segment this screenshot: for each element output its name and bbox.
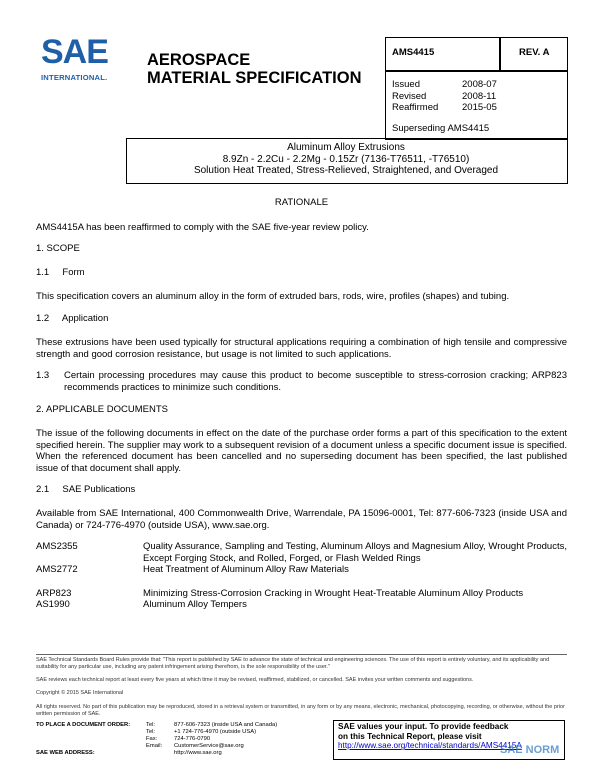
section-1-1-text: This specification covers an aluminum alloy in the form of extruded bars, rods, wire, profiles (shapes) and tubing.	[36, 291, 510, 302]
feedback-link[interactable]: http://www.sae.org/technical/standards/AMS4415A	[338, 741, 522, 751]
date-list	[392, 79, 497, 114]
footer-copyright: Copyright © 2015 SAE International	[36, 690, 124, 696]
footer-divider	[36, 654, 567, 655]
sae-logo	[33, 33, 125, 117]
rationale-text: AMS4415A has been reaffirmed to comply with the SAE five-year review policy.	[36, 222, 369, 233]
web-label: SAE WEB ADDRESS:	[36, 750, 95, 756]
doc-number: AMS4415	[392, 47, 435, 58]
section-1-2-heading: 1.2 Application	[36, 313, 109, 324]
section-1-3-text: Certain processing procedures may cause this product to become susceptible to stress-corrosion cracking; ARP823 recommends practices to minimize such conditions.	[64, 370, 567, 393]
order-label: TO PLACE A DOCUMENT ORDER:	[36, 722, 131, 728]
document-header	[33, 33, 567, 145]
section-1-heading: 1. SCOPE	[36, 243, 80, 254]
date-row-reaffirmed: Reaffirmed 2015-05	[392, 102, 497, 113]
footer-fineprint-1: SAE Technical Standards Board Rules provide that: "This report is published by SAE to advance the state of technical and engineering sciences. The use of this report is entirely voluntary, and its applicability and suitability for any particular use, including any patent infringement arising therefrom, is the sole responsibility of the user."	[36, 657, 550, 670]
section-2-text: The issue of the following documents in effect on the date of the purchase order forms a part of this specification to the extent specified herein. The supplier may work to a subsequent revision of a document unless a specific document issue is specified. When the referenced document has been cancelled and no superseding document has been specified, the last published issue of that document shall apply.	[36, 428, 567, 474]
reference-row: AMS2772 Heat Treatment of Aluminum Alloy Raw Materials	[36, 564, 349, 575]
date-row-issued: Issued 2008-07	[392, 79, 497, 90]
feedback-box: SAE values your input. To provide feedback on this Technical Report, please visit http://www.sae.org/technical/standards/AMS4415A	[333, 720, 565, 760]
reference-list	[36, 541, 567, 611]
superseding-note: Superseding AMS4415	[392, 123, 490, 134]
section-1-2-text: These extrusions have been used typically for structural applications requiring a combination of high tensile and compressive strength and good corrosion resistance, but usage is not limited to such applications.	[36, 337, 567, 360]
section-1-1-heading: 1.1 Form	[36, 267, 85, 278]
logo-subtext: INTERNATIONAL.	[41, 73, 108, 82]
section-1-3-number: 1.3	[36, 370, 50, 381]
reference-row: ARP823 Minimizing Stress-Corrosion Cracking in Wrought Heat-Treatable Aluminum Alloy Products	[36, 587, 524, 599]
reference-row: AMS2355 Quality Assurance, Sampling and Testing, Aluminum Alloys and Magnesium Alloy, Wrought Products, Except Forging Stock, and Rolled, Forged, or Flash Welded Rings	[36, 541, 567, 564]
rationale-heading: RATIONALE	[274, 197, 329, 208]
order-email[interactable]: CustomerService@sae.org	[174, 743, 244, 749]
subject: Aluminum Alloy Extrusions 8.9Zn - 2.2Cu - 2.2Mg - 0.15Zr (7136-T76511, -T76510) Solution Heat Treated, Stress-Relieved, Straightened, and Overaged	[193, 142, 499, 176]
date-row-revised: Revised 2008-11	[392, 90, 497, 102]
footer-fineprint-3: All rights reserved. No part of this publication may be reproduced, stored in a retrieval system or transmitted, in any form or by any means, electronic, mechanical, photocopying, recording, or otherwise, without the prior written permission of SAE.	[36, 704, 565, 717]
logo-text: SAE	[41, 33, 108, 71]
section-2-heading: 2. APPLICABLE DOCUMENTS	[36, 404, 168, 415]
order-info: TO PLACE A DOCUMENT ORDER: Tel: 877-606-7323 (inside USA and Canada) Tel: +1 724-776-4970 (outside USA) Fax: 724-776-0790 Email: CustomerService@sae.org SAE WEB ADDRESS: http://www.sae.org	[36, 722, 278, 756]
spec-title: AEROSPACE MATERIAL SPECIFICATION	[147, 51, 362, 87]
web-address-link[interactable]: http://www.sae.org	[174, 750, 222, 756]
watermark: SAE NORM	[500, 744, 560, 756]
section-2-1-heading: 2.1 SAE Publications	[36, 484, 136, 495]
footer-fineprint-2: SAE reviews each technical report at least every five years at which time it may be revised, reaffirmed, stabilized, or cancelled. SAE invites your written comments and suggestions.	[36, 677, 474, 683]
reference-row: AS1990 Aluminum Alloy Tempers	[36, 599, 247, 610]
revision: REV. A	[519, 47, 550, 58]
section-2-1-text: Available from SAE International, 400 Commonwealth Drive, Warrendale, PA 15096-0001, Tel: 877-606-7323 (inside USA and Canada) or 724-776-4970 (outside USA), www.sae.org.	[36, 508, 567, 531]
